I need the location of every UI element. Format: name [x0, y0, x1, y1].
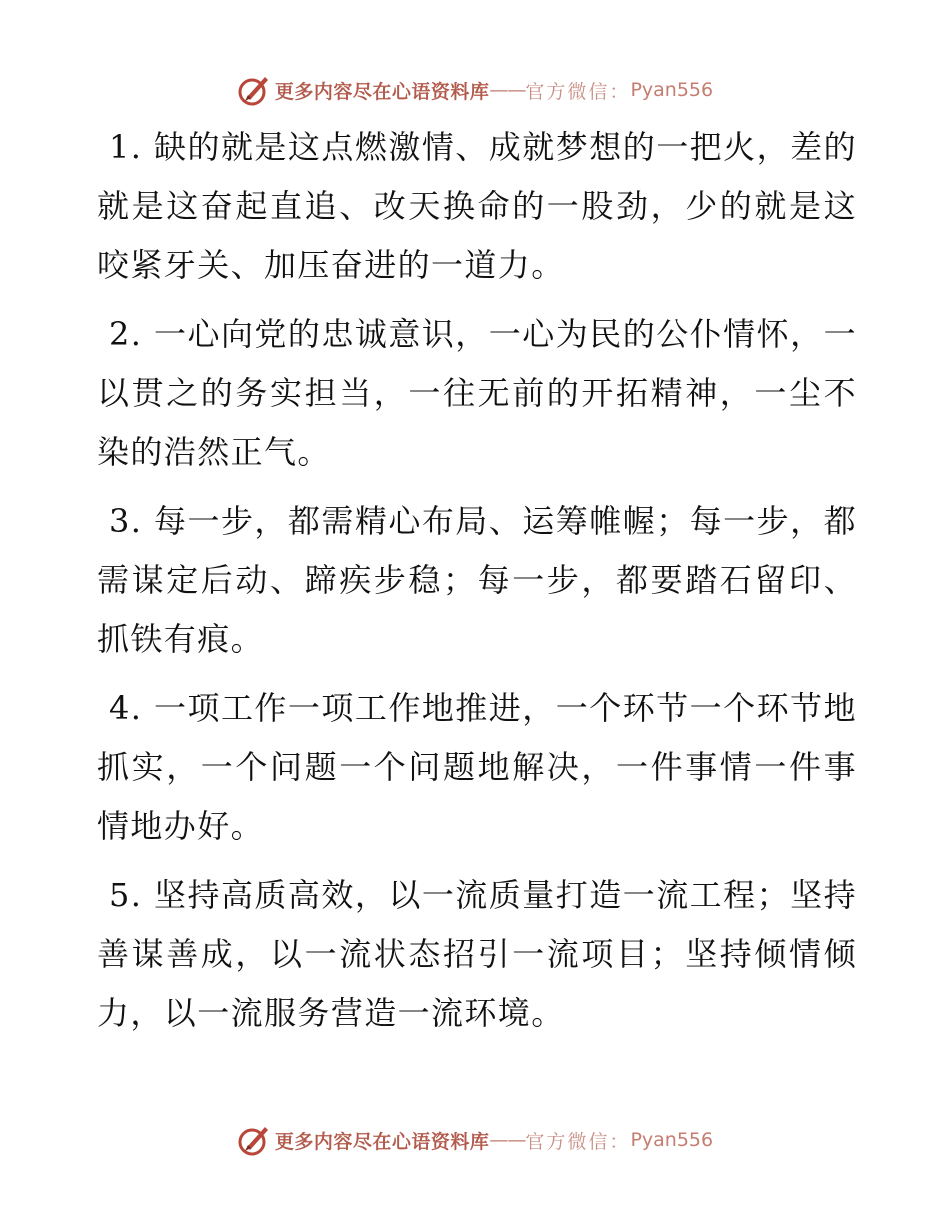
paragraph-2: 2. 一心向党的忠诚意识，一心为民的公仆情怀，一以贯之的务实担当，一往无前的开拓精神，一尘不染的浩然正气。 [97, 315, 857, 471]
footer-watermark [0, 1120, 950, 1160]
watermark-site-text: 更多内容尽在心语资料库 [274, 1130, 490, 1153]
watermark-wechat-id: Pyan556 [630, 1129, 714, 1151]
header-watermark [0, 70, 950, 110]
document-body [97, 118, 857, 1053]
watermark-site-text: 更多内容尽在心语资料库 [274, 80, 490, 103]
quill-pen-logo-icon [237, 1123, 271, 1157]
paragraph-3: 3. 每一步，都需精心布局、运筹帷幄；每一步，都需谋定后动、蹄疾步稳；每一步，都要踏石留印、抓铁有痕。 [97, 502, 857, 658]
watermark-wechat-label: 官方微信： [525, 1130, 631, 1153]
paragraph-5: 5. 坚持高质高效，以一流质量打造一流工程；坚持善谋善成，以一流状态招引一流项目；坚持倾情倾力，以一流服务营造一流环境。 [97, 876, 857, 1032]
paragraph-4: 4. 一项工作一项工作地推进，一个环节一个环节地抓实，一个问题一个问题地解决，一件事情一件事情地办好。 [97, 689, 857, 845]
watermark-dash: —— [489, 1129, 526, 1151]
paragraph-1: 1. 缺的就是这点燃激情、成就梦想的一把火，差的就是这奋起直追、改天换命的一股劲，少的就是这咬紧牙关、加压奋进的一道力。 [97, 128, 857, 284]
watermark-wechat-label: 官方微信： [525, 80, 631, 103]
watermark-dash: —— [489, 79, 526, 101]
watermark-wechat-id: Pyan556 [630, 79, 714, 101]
quill-pen-logo-icon [237, 73, 271, 107]
